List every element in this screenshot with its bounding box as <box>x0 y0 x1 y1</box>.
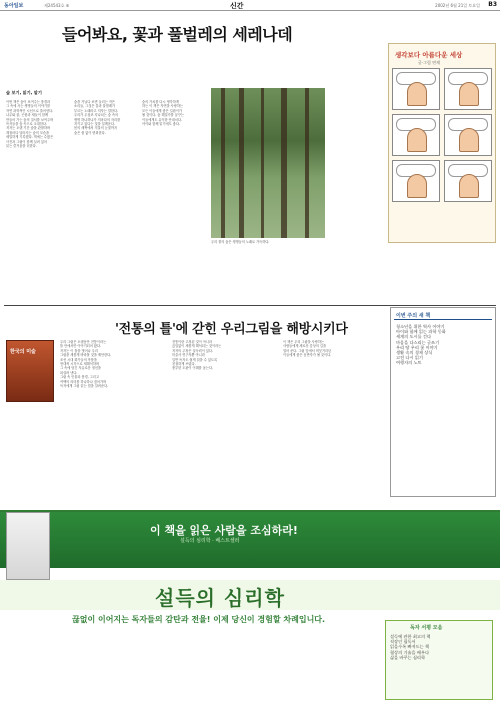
text-line: 현대적 시각으로 재해석하며 <box>60 362 99 367</box>
list-item: 생활 속의 경제 상식 <box>396 350 433 356</box>
text-line: 하는 이 책은 자연을 사랑하는 <box>142 104 184 109</box>
cartoon-panel <box>392 160 440 202</box>
text-line: 전통이란 고정된 것이 아니라 <box>172 340 212 344</box>
text-line: 미술사 연구자뿐 아니라 <box>172 353 205 358</box>
text-line: 생명 하나하나가 저마다의 자리를 <box>74 117 121 122</box>
list-item: 고전 다시 읽기 <box>396 355 423 361</box>
article2-col3 <box>283 340 383 505</box>
text-line: 될 것이다. 숲 해설가를 꿈꾸는 <box>142 113 185 118</box>
text-line: 그림을 새롭게 바라볼 것을 제안한다. <box>60 353 112 358</box>
text-line: 만들어 가는 숲의 질서를 보여주며 <box>6 117 54 122</box>
masthead <box>0 0 500 11</box>
character-figure <box>407 82 427 106</box>
cartoon-panel <box>444 68 492 110</box>
list-item: 청소년을 위한 역사 이야기 <box>396 324 445 329</box>
text-line: 그 속에 사는 생명들의 이야기를 <box>6 104 51 109</box>
cartoon-panel <box>444 160 492 202</box>
text-line: 풍부한 도판이 이해를 돕는다. <box>172 366 214 371</box>
text-line: 독자에게 그림 읽는 법을 알려준다. <box>60 384 109 389</box>
tree-trunk <box>281 88 287 238</box>
text-line: 숲을 거닐다 보면 들리는 작은 <box>74 100 116 104</box>
cartoon-title: 생각보다 아름다운 세상 <box>395 51 463 59</box>
article1-col1 <box>6 100 70 300</box>
title-rule <box>394 319 492 320</box>
article1-col-head: 숲 보기, 읽기, 알기 <box>6 90 42 95</box>
text-line: 여백의 의미를 하나하나 짚어가며 <box>60 379 107 384</box>
issue-number: 제24543호 ⑥ <box>44 3 70 8</box>
text-line: 계절마다 달라지는 숲의 모습을 <box>6 130 50 135</box>
forest-photo <box>211 88 325 238</box>
tree-trunk <box>305 88 309 238</box>
ad-reviews-list <box>390 634 490 660</box>
text-line: 조선 시대 화가들의 작품을 <box>60 357 97 362</box>
text-line: 모든 이들에게 좋은 길잡이가 <box>142 108 182 113</box>
text-line: 사람들에게 새로운 감상의 길을 <box>283 344 327 349</box>
issue-date: 2002년 6월 21일 토요일 <box>435 3 480 8</box>
text-line: 아이와 함께 읽기에도 좋다. <box>142 122 180 127</box>
text-line: 읽는 즐거움을 더한다. <box>6 144 37 149</box>
text-line: 열어 준다. 그림 앞에서 머뭇거리던 <box>283 348 332 353</box>
list-item: 아이와 함께 읽는 과학 동화 <box>396 329 446 335</box>
list-item: 협상의 기술을 배우다 <box>390 649 430 655</box>
new-books-list <box>396 324 492 494</box>
text-line: 세밀하게 기록했다. 책에는 수많은 <box>6 135 54 140</box>
article2-col2 <box>172 340 278 505</box>
list-item: 여행자의 노트 <box>396 360 422 366</box>
cartoon-panel <box>392 114 440 156</box>
ad-headline: 이 책을 읽은 사람을 조심하라! <box>150 524 298 537</box>
page-number: B3 <box>488 1 497 8</box>
text-line: 이번 책은 숲이 보여주는 풍경과 <box>6 100 51 104</box>
text-line: 이들에게 좋은 동반자가 될 것이다. <box>283 353 332 358</box>
text-line: 되살려 낸다. <box>60 370 78 375</box>
text-line: 저자는 오랜 기간 숲을 관찰하며 <box>6 126 51 131</box>
text-line: 끊임없이 새롭게 해석되는 것이라는 <box>172 344 222 349</box>
list-item: 마음을 다스리는 글쓰기 <box>396 339 440 345</box>
text-line: 그림 속 인물과 풍경, 그리고 <box>60 375 99 380</box>
article1-headline: 들어봐요, 꽃과 풀벌레의 세레나데 <box>62 25 293 44</box>
text-line: 우리 그림은 오랫동안 전통이라는 <box>60 340 107 344</box>
ad-subhead: 설득의 심리학 · 베스트셀러 <box>180 538 240 544</box>
text-line: 우리가 무심코 지나치는 숲 속의 <box>74 113 119 118</box>
book-cover-label: 한국의 미술 <box>10 349 36 355</box>
ad-book-title: 설득의 심리학 <box>155 586 285 610</box>
list-item: 우리 땅 우리 꽃 이야기 <box>396 344 438 350</box>
paper-name: 동아일보 <box>4 3 24 9</box>
text-line: 일반 독자도 쉽게 읽을 수 있도록 <box>172 357 218 362</box>
text-line: 이 책은 우리 그림을 사랑하는 <box>283 340 325 344</box>
tree-trunk <box>239 88 244 238</box>
cartoon-panel <box>392 68 440 110</box>
character-figure <box>407 128 427 152</box>
list-item: 읽을수록 빠져드는 책 <box>390 644 430 650</box>
ad-slogan: 끊없이 이어지는 독자들의 감탄과 전율! 이제 당신이 경험할 차례입니다. <box>72 615 326 624</box>
new-books-title: 이번 주의 새 책 <box>396 313 431 319</box>
ad-green-banner <box>0 512 500 568</box>
text-line: 자연 과학적인 시선으로 풀어낸다. <box>6 108 54 113</box>
ad-reviews-title: 독자 서평 모음 <box>410 625 443 631</box>
text-line: 독자들을 숲 속으로 초대한다. <box>6 122 48 127</box>
text-line: 숲의 가치를 다시 생각하게 <box>142 100 179 104</box>
text-line: 지키고 있다는 것을 일깨운다. <box>74 122 116 127</box>
character-figure <box>459 128 479 152</box>
list-item: 삶을 바꾸는 심리학 <box>390 654 426 660</box>
cartoon-panel <box>444 114 492 156</box>
character-figure <box>459 82 479 106</box>
article2-col1 <box>60 340 166 505</box>
text-line: 나무와 풀, 곤충과 새들이 함께 <box>6 113 49 118</box>
tree-trunk <box>221 88 225 238</box>
text-line: 저자는 이 틀을 벗어나 우리 <box>60 348 98 353</box>
ad-book-image <box>6 512 50 580</box>
article2-headline: '전통의 틀'에 갇힌 우리그림을 해방시키다 <box>115 322 348 337</box>
cartoon-subtitle: 글·그림 연재 <box>418 60 440 65</box>
list-item: 직장인 필독서 <box>390 639 416 645</box>
tree-trunk <box>261 88 264 238</box>
section-title: 신간 <box>230 2 244 10</box>
text-line: 숲은 쉼 없이 변화한다. <box>74 130 106 135</box>
text-line: 저자의 주장은 설득력이 있다. <box>172 348 214 353</box>
text-line: 봄의 새싹에서 겨울의 눈꽃까지 <box>74 126 118 131</box>
character-figure <box>459 174 479 198</box>
list-item: 세계의 도시를 걷다 <box>396 334 432 340</box>
section-divider <box>4 305 496 306</box>
character-figure <box>407 174 427 198</box>
photo-caption: 우리 곁의 숲은 생명들의 노래로 가득하다. <box>211 240 270 244</box>
list-item: 설득에 관한 최고의 책 <box>390 634 431 639</box>
text-line: 이들에게도 유익한 안내서다. <box>142 117 182 122</box>
text-line: 그 속에 담긴 자유로운 정신을 <box>60 366 102 371</box>
article1-col3 <box>142 100 206 300</box>
text-line: 틀 안에서만 이야기되어 왔다. <box>60 344 102 349</box>
text-line: 친절하게 쓰였다. <box>172 362 196 367</box>
text-line: 사진과 그림이 함께 실려 있어 <box>6 139 48 144</box>
article1-col2 <box>74 100 138 300</box>
text-line: 소리들, 그것은 꽃과 풀벌레가 <box>74 104 116 109</box>
text-line: 부르는 노래라고 저자는 말한다. <box>74 108 119 113</box>
